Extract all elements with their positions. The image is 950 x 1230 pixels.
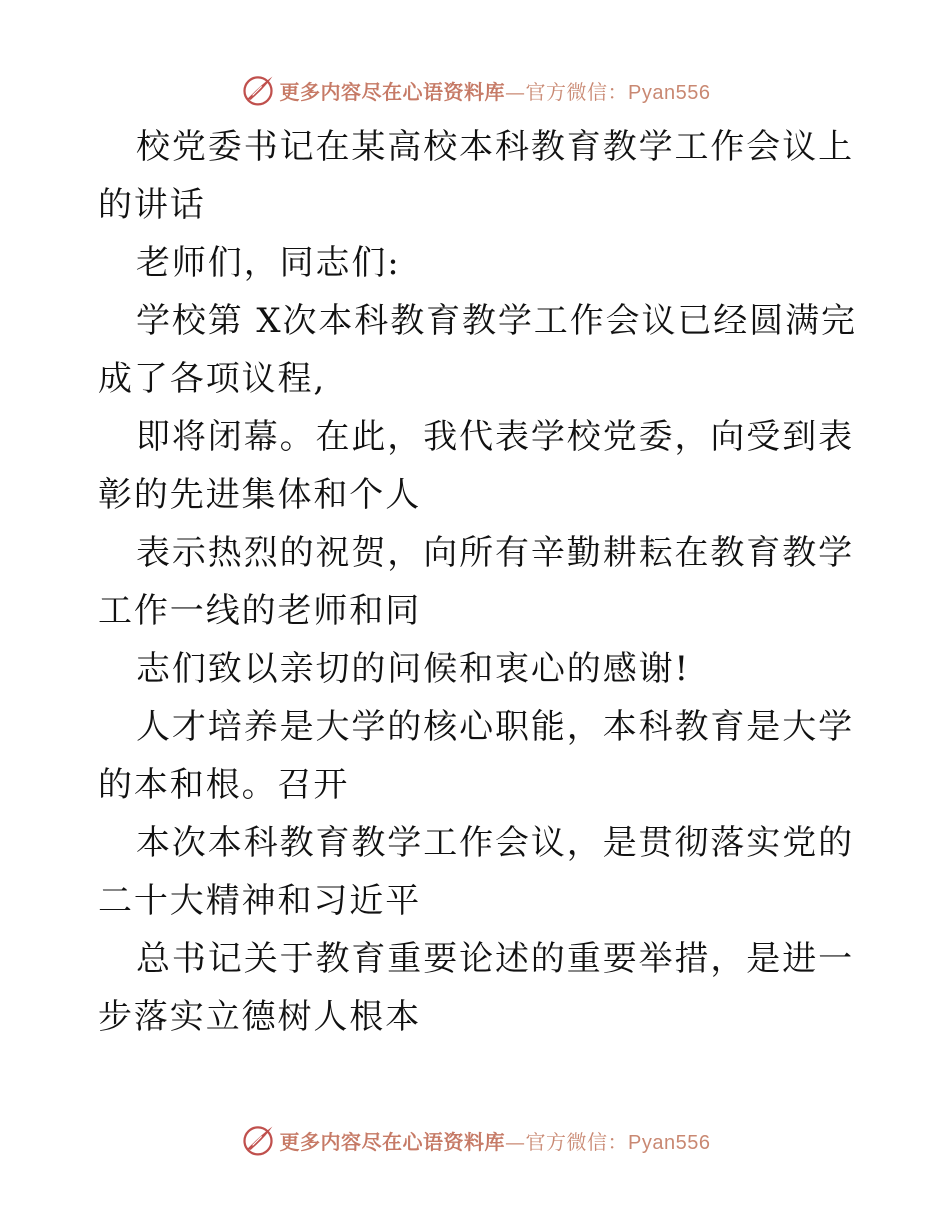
paragraph: 志们致以亲切的问候和衷心的感谢!: [136, 649, 691, 689]
paragraph: 即将闭幕。在此，我代表学校党委，向受到表彰的先进集体和个人: [98, 417, 854, 515]
quill-logo-icon: [240, 72, 276, 108]
quill-logo-icon: [240, 1122, 276, 1158]
paragraph: 本次本科教育教学工作会议，是贯彻落实党的二十大精神和习近平: [98, 823, 854, 921]
footer-watermark: [0, 1120, 950, 1160]
header-watermark: [0, 70, 950, 110]
paragraph: 总书记关于教育重要论述的重要举措，是进一步落实立德树人根本: [98, 939, 854, 1037]
document-body: [98, 118, 858, 1046]
paragraph: 学校第 X次本科教育教学工作会议已经圆满完成了各项议程,: [98, 301, 857, 399]
watermark-text: 更多内容尽在心语资料库—官方微信：Pyan556: [279, 79, 711, 104]
paragraph-salutation: 老师们，同志们:: [136, 243, 401, 283]
paragraph-title: 校党委书记在某高校本科教育教学工作会议上的讲话: [98, 127, 854, 225]
paragraph: 表示热烈的祝贺，向所有辛勤耕耘在教育教学工作一线的老师和同: [98, 533, 854, 631]
paragraph: 人才培养是大学的核心职能，本科教育是大学的本和根。召开: [98, 707, 854, 805]
watermark-text: 更多内容尽在心语资料库—官方微信：Pyan556: [279, 1129, 711, 1154]
